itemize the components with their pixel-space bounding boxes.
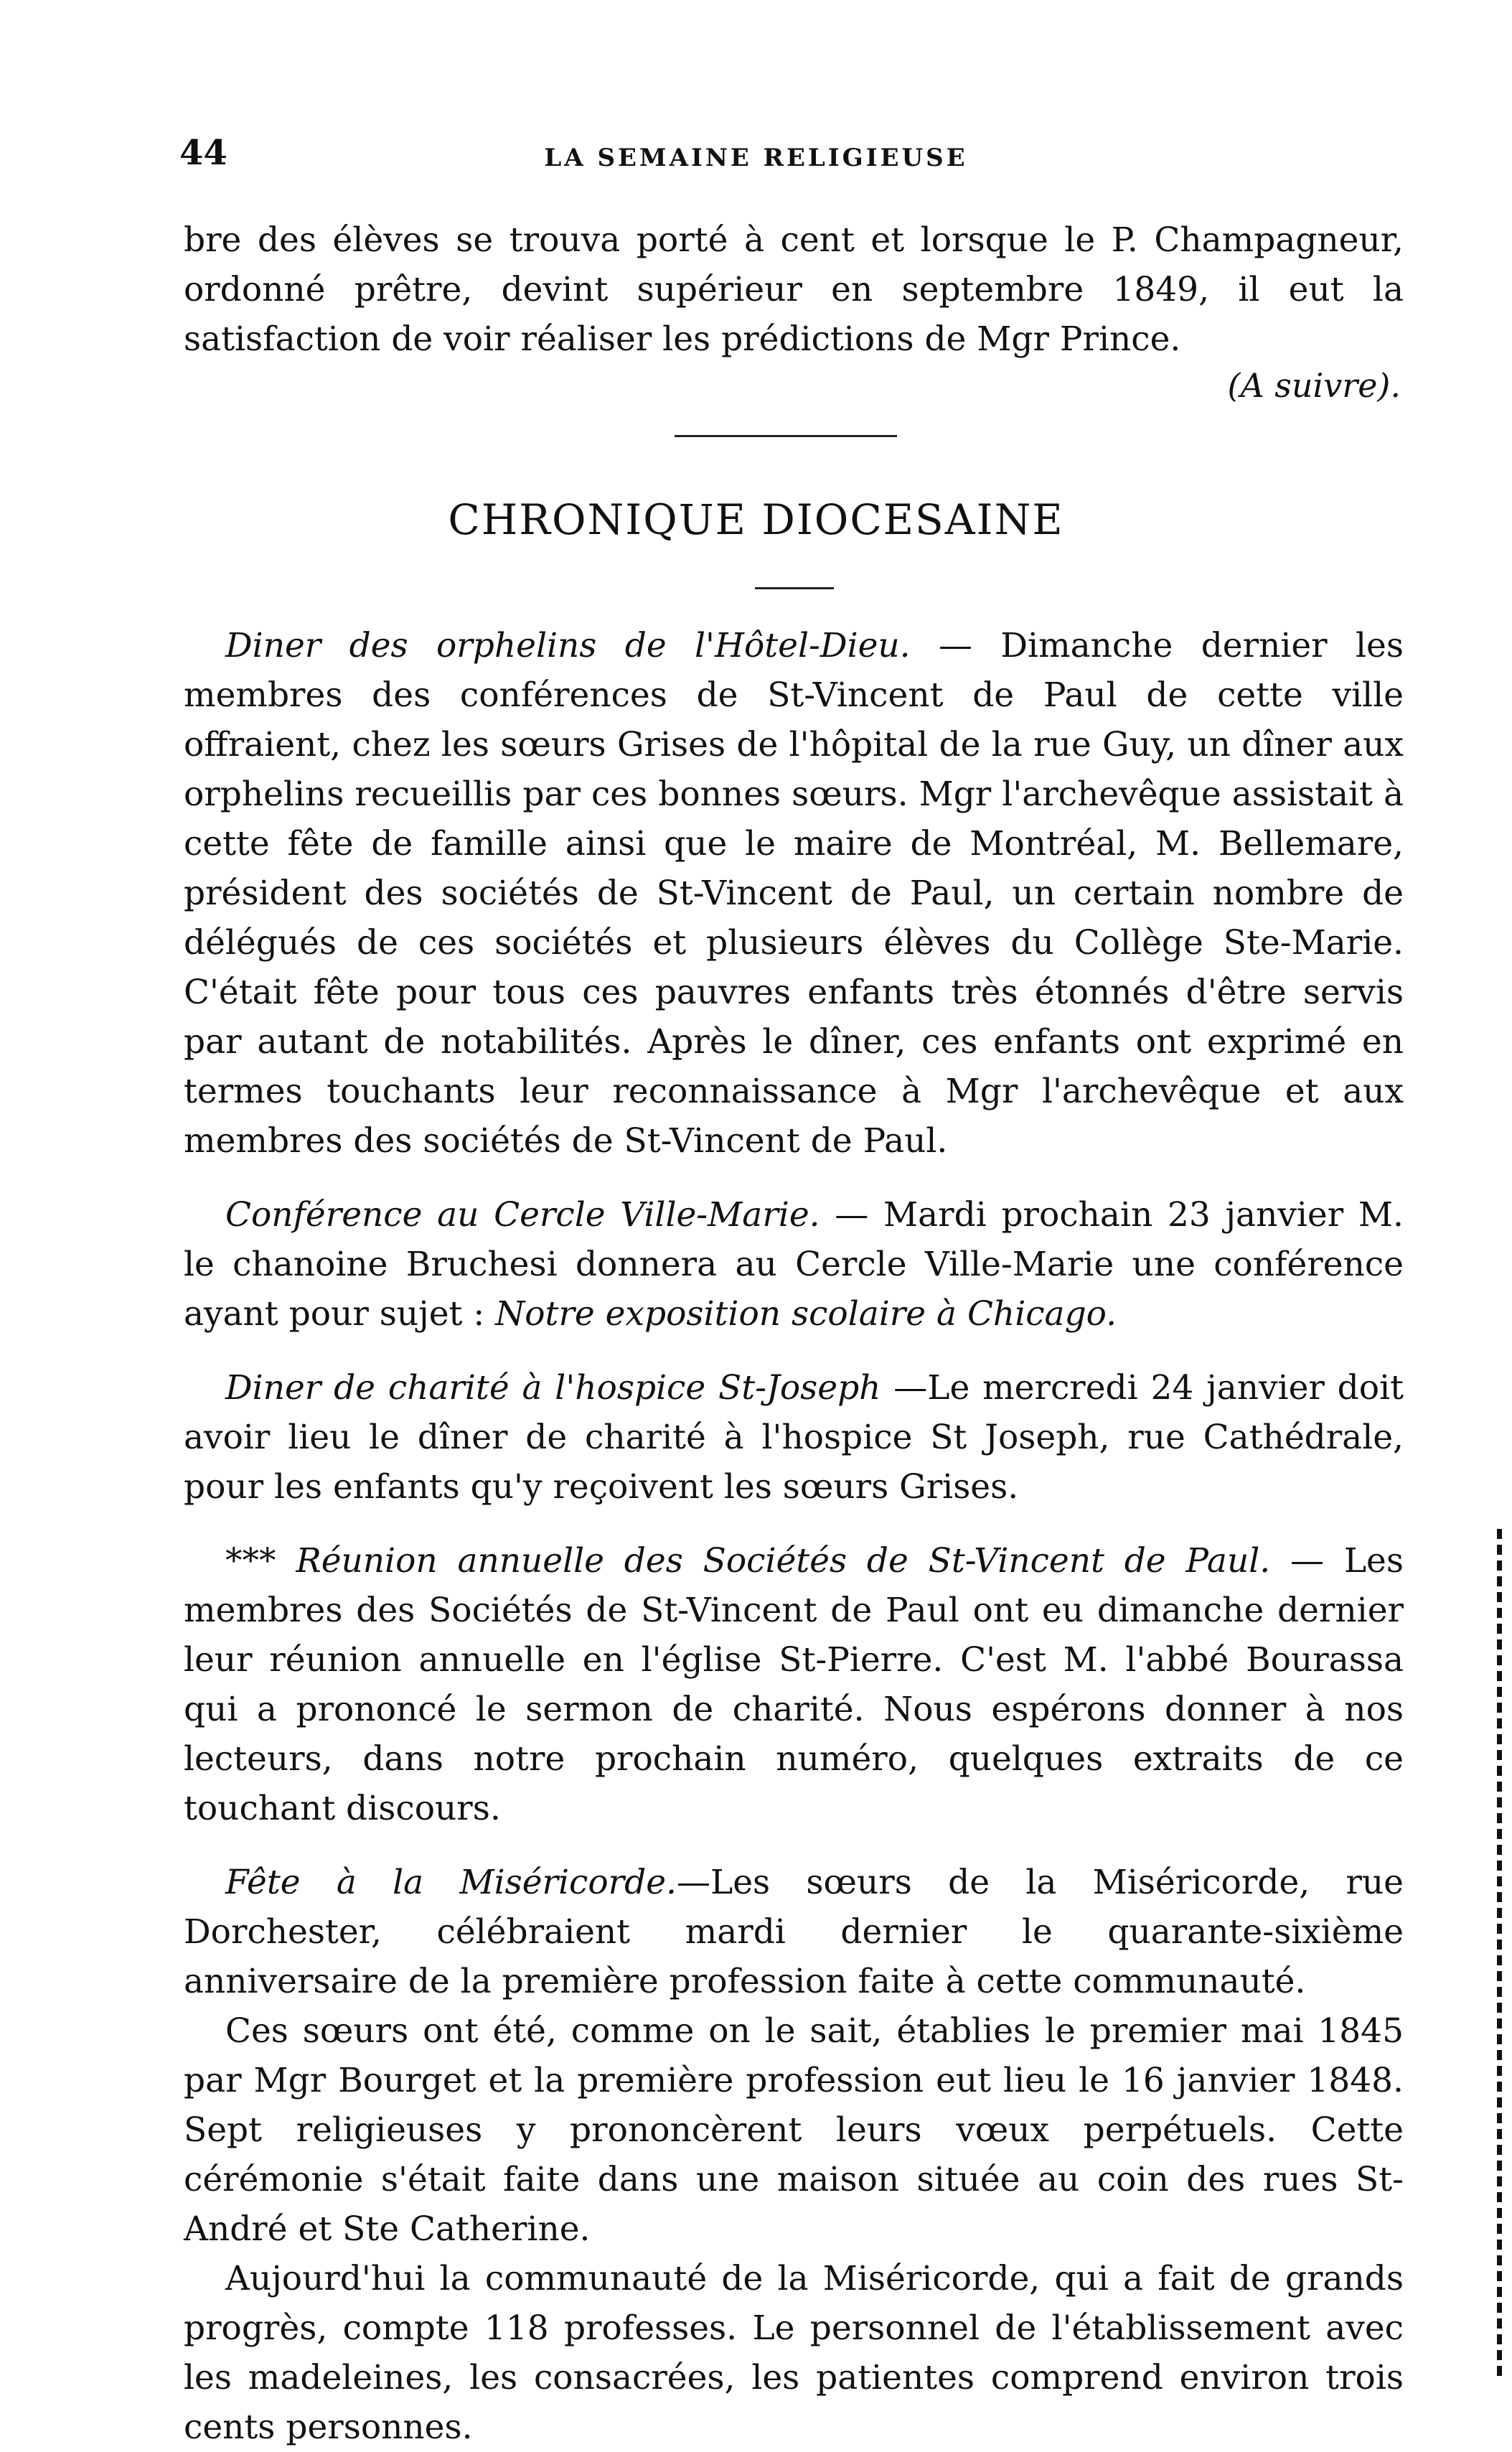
article-body: — Dimanche dernier les membres des conférences de St-Vincent de Paul de cette ville offraient, chez les sœurs Grises de l'hôpital de la rue Guy, un dîner aux orphelins recueillis par ces bonnes sœurs. Mgr l'archevêque assistait à cette fête de famille ainsi que le maire de Montréal, M. Bellemare, président des sociétés de St-Vincent de Paul, un certain nombre de délégués de ces sociétés et plusieurs élèves du Collège Ste-Marie. C'était fête pour tous ces pauvres enfants très étonnés d'être servis par autant de notabilités. Après le dîner, ces enfants ont exprimé en termes touchants leur reconnaissance à Mgr l'archevêque et aux membres des sociétés de St-Vincent de Paul. [184, 626, 1404, 1161]
article-orphelins [184, 621, 1404, 1166]
article-body: —Le mercredi 24 janvier doit avoir lieu le dîner de charité à l'hospice St Joseph, rue Cathédrale, pour les enfants qu'y reçoivent les sœurs Grises. [184, 1368, 1404, 1507]
title-rule [755, 587, 834, 589]
article-body: — Les membres des Sociétés de St-Vincent de Paul ont eu dimanche dernier leur réunion annuelle en l'église St-Pierre. C'est M. l'abbé Bourassa qui a prononcé le sermon de charité. Nous espérons donner à nos lecteurs, dans notre prochain numéro, quelques extraits de ce touchant discours. [184, 1541, 1404, 1828]
continuation-text: bre des élèves se trouva porté à cent et lorsque le P. Champagneur, ordonné prêtre, devint supérieur en septembre 1849, il eut la satisfaction de voir réaliser les prédictions de Mgr Prince. [184, 220, 1404, 359]
a-suivre-note: (A suivre). [1227, 366, 1401, 405]
article-heading: Conférence au Cercle Ville-Marie. [225, 1195, 820, 1235]
article-misericorde [184, 1858, 1404, 2006]
article-diner-charite [184, 1363, 1404, 1512]
page-number: 44 [179, 133, 227, 173]
conference-subject: Notre exposition scolaire à Chicago. [495, 1294, 1117, 1334]
article-heading: Diner de charité à l'hospice St-Joseph [225, 1368, 881, 1408]
running-head: LA SEMAINE RELIGIEUSE [544, 144, 968, 172]
article-heading: Réunion annuelle des Sociétés de St-Vincent de Paul. [296, 1541, 1271, 1581]
article-body: —Les sœurs de la Miséricorde, rue Dorchester, célébraient mardi dernier le quarante-sixième anniversaire de la première profession faite à cette communauté. [184, 1863, 1404, 2001]
article-heading: Fête à la Miséricorde. [225, 1863, 677, 1902]
misericorde-paragraph-2: Ces sœurs ont été, comme on le sait, établies le premier mai 1845 par Mgr Bourget et la première profession eut lieu le 16 janvier 1848. Sept religieuses y prononcèrent leurs vœux perpétuels. Cette cérémonie s'était faite dans une maison située au coin des rues St-André et Ste Catherine. [184, 2011, 1404, 2249]
section-title: CHRONIQUE DIOCESAINE [448, 495, 1064, 544]
article-conference [184, 1190, 1404, 1339]
scan-edge-mark [1497, 1529, 1502, 2376]
misericorde-paragraph-3: Aujourd'hui la communauté de la Miséricorde, qui a fait de grands progrès, compte 118 professes. Le personnel de l'établissement avec les madeleines, les consacrées, les patientes comprend environ trois cents personnes. [184, 2259, 1404, 2447]
chronicle-articles [184, 621, 1404, 2452]
continuation-block [184, 215, 1404, 364]
article-heading: Diner des orphelins de l'Hôtel-Dieu. [225, 626, 911, 665]
separator-rule [675, 435, 897, 437]
article-reunion [184, 1536, 1404, 1833]
article-body: — Mardi prochain 23 janvier M. le chanoine Bruchesi donnera au Cercle Ville-Marie une conférence ayant pour sujet : [184, 1195, 1404, 1334]
asterism: *** [225, 1541, 296, 1581]
